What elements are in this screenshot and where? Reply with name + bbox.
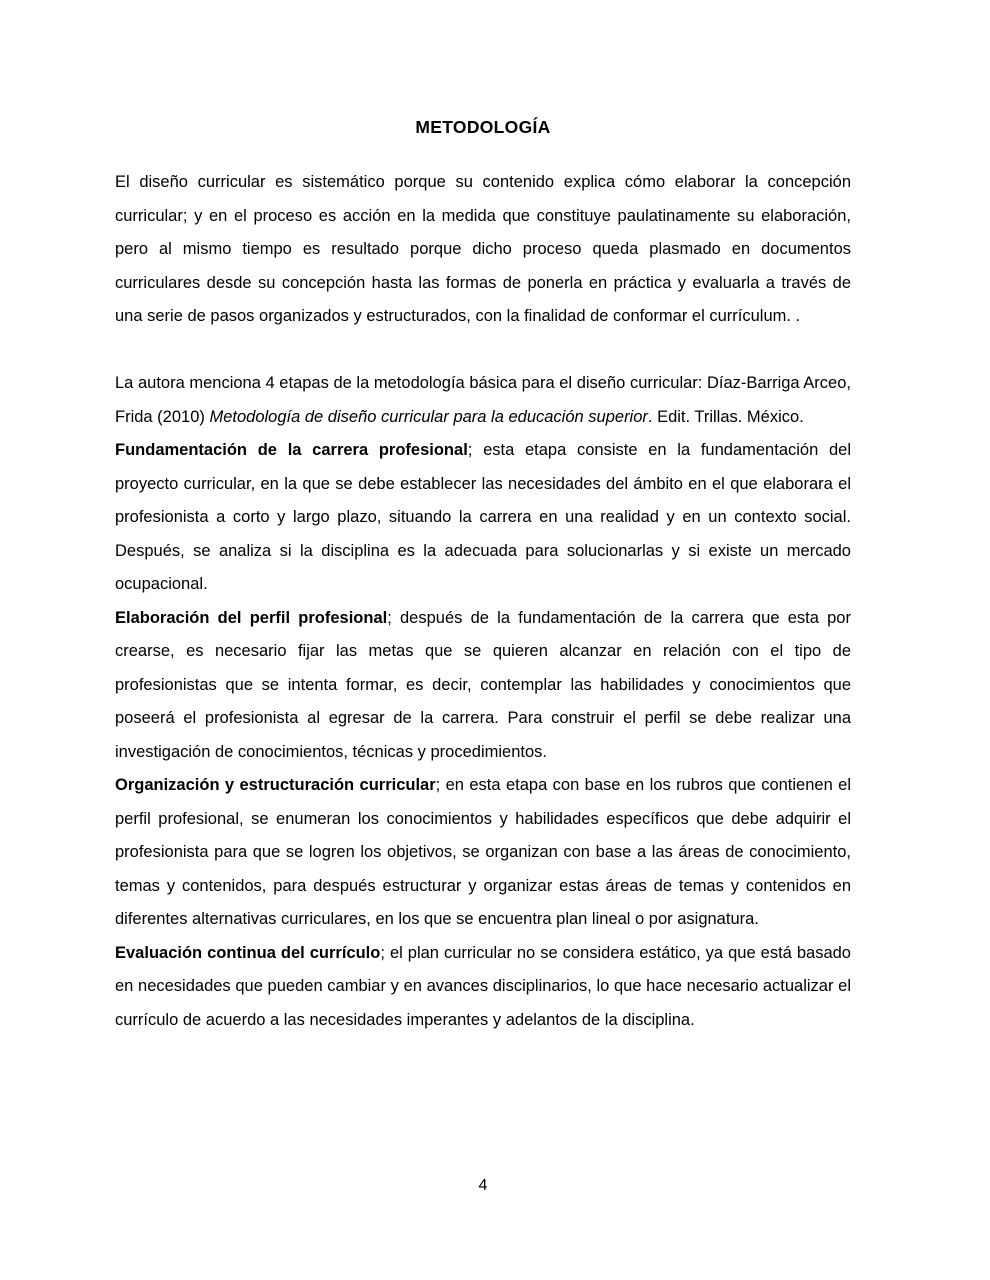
section-evaluacion-heading: Evaluación continua del currículo — [115, 943, 381, 962]
section-perfil — [115, 602, 851, 770]
section-fundamentacion-heading: Fundamentación de la carrera profesional — [115, 441, 468, 459]
document-content — [115, 110, 851, 1037]
paragraph-intro-text: El diseño curricular es sistemático porque su contenido explica cómo elaborar la concepción curricular; y en el proceso es acción en la medida que constituye paulatinamente su elaboración, pero al mismo tiempo es resultado porque dicho proceso queda plasmado en documentos curriculares desde su concepción hasta las formas de ponerla en práctica y evaluarla a través de una serie de pasos organizados y estructurados, con la finalidad de conformar el currículum. . — [115, 173, 851, 325]
section-fundamentacion — [115, 434, 851, 602]
section-evaluacion — [115, 937, 851, 1038]
book-title-italic: Metodología de diseño curricular para la educación superior — [209, 407, 648, 426]
section-organizacion-text: ; en esta etapa con base en los rubros que contienen el perfil profesional, se enumeran los conocimientos y habilidades específicos que debe adquirir el profesionista para que se logren los objetivos, se organizan con base a las áreas de conocimiento, temas y contenidos, para después estructurar y organizar estas áreas de temas y contenidos en diferentes alternativas curriculares, en los que se encuentra plan lineal o por asignatura. — [115, 776, 851, 928]
paragraph-reference-post: . Edit. Trillas. México. — [647, 407, 804, 426]
page-number: 4 — [478, 1177, 488, 1194]
document-title: METODOLOGÍA — [415, 117, 551, 137]
section-organizacion-heading: Organización y estructuración curricular — [115, 776, 436, 794]
paragraph-intro — [115, 166, 851, 334]
section-organizacion — [115, 769, 851, 937]
section-perfil-text: ; después de la fundamentación de la carrera que esta por crearse, es necesario fijar las metas que se quieren alcanzar en relación con el tipo de profesionistas que se intenta formar, es decir, contemplar las habilidades y conocimientos que poseerá el profesionista al egresar de la carrera. Para construir el perfil se debe realizar una investigación de conocimientos, técnicas y procedimientos. — [115, 608, 851, 761]
section-evaluacion-text: ; el plan curricular no se considera estático, ya que está basado en necesidades que pueden cambiar y en avances disciplinarios, lo que hace necesario actualizar el currículo de acuerdo a las necesidades imperantes y adelantos de la disciplina. — [115, 943, 851, 1029]
paragraph-reference — [115, 367, 851, 434]
paragraph-reference-pre: La autora menciona 4 etapas de la metodología básica para el diseño curricular: Díaz-Barriga Arceo, Frida (2010) — [115, 374, 851, 426]
section-fundamentacion-text: ; esta etapa consiste en la fundamentación del proyecto curricular, en la que se debe establecer las necesidades del ámbito en el que elaborara el profesionista a corto y largo plazo, situando la carrera en una realidad y en un contexto social. Después, se analiza si la disciplina es la adecuada para solucionarlas y si existe un mercado ocupacional. — [115, 441, 851, 593]
section-perfil-heading: Elaboración del perfil profesional — [115, 608, 388, 627]
